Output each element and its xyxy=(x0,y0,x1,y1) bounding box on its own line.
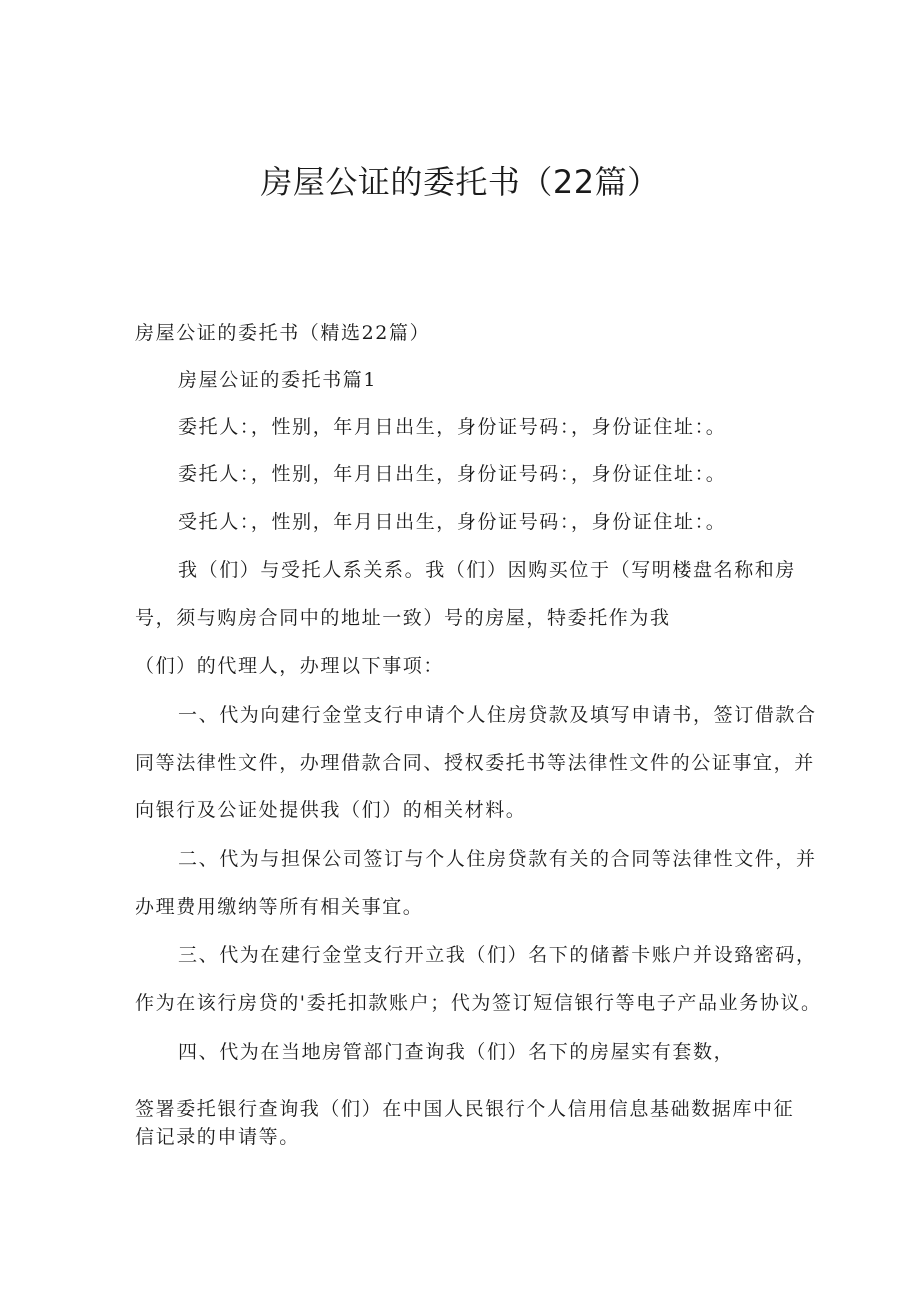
item-1-line: 向银行及公证处提供我（们）的相关材料。 xyxy=(135,799,527,821)
item-4-line: 签署委托银行查询我（们）在中国人民银行个人信用信息基础数据库中征 xyxy=(135,1098,795,1120)
section-heading: 房屋公证的委托书篇1 xyxy=(178,369,378,391)
item-4-line: 信记录的申请等。 xyxy=(135,1126,300,1148)
intro-line: 号，须与购房合同中的地址一致）号的房屋，特委托作为我 xyxy=(135,607,671,629)
agent-line: 受托人：，性别，年月日出生，身份证号码：，身份证住址：。 xyxy=(178,511,727,533)
intro-line: （们）的代理人，办理以下事项： xyxy=(135,655,445,677)
item-2-line: 办理费用缴纳等所有相关事宜。 xyxy=(135,896,424,918)
document-title: 房屋公证的委托书（22篇） xyxy=(260,163,660,201)
item-1-line: 一、代为向建行金堂支行申请个人住房贷款及填写申请书，签订借款合 xyxy=(178,704,817,726)
item-4-line: 四、代为在当地房管部门查询我（们）名下的房屋实有套数， xyxy=(178,1041,735,1063)
item-2-line: 二、代为与担保公司签订与个人住房贷款有关的合同等法律性文件，并 xyxy=(178,848,817,870)
principal-line-2: 委托人：，性别，年月日出生，身份证号码：，身份证住址：。 xyxy=(178,463,727,485)
intro-line: 我（们）与受托人系关系。我（们）因购买位于（写明楼盘名称和房 xyxy=(178,559,797,581)
item-1-line: 同等法律性文件，办理借款合同、授权委托书等法律性文件的公证事宜，并 xyxy=(135,752,815,774)
principal-line-1: 委托人：，性别，年月日出生，身份证号码：，身份证住址：。 xyxy=(178,416,727,438)
item-3-line: 三、代为在建行金堂支行开立我（们）名下的储蓄卡账户并设臵密码， xyxy=(178,944,817,966)
item-3-line: 作为在该行房贷的'委托扣款账户；代为签订短信银行等电子产品业务协议。 xyxy=(135,992,822,1014)
document-subtitle: 房屋公证的委托书（精选22篇） xyxy=(135,322,431,344)
